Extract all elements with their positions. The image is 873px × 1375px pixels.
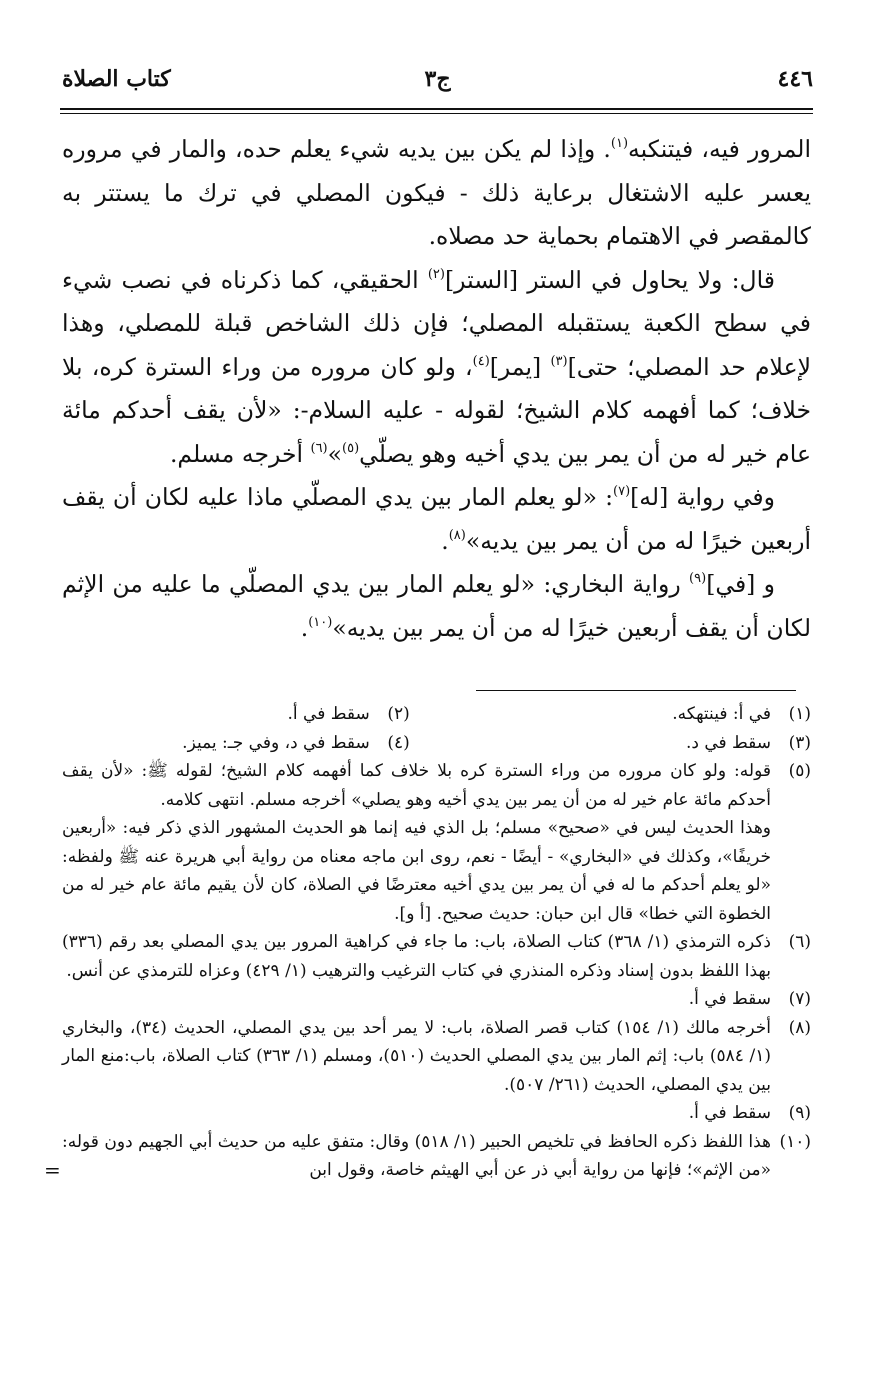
footnote-marker: (٨) (448, 527, 466, 543)
page-number: ٤٤٦ (777, 66, 813, 92)
footnote-9: (٩) سقط في أ. (688, 1103, 811, 1123)
footnote-marker: (٧) (613, 484, 631, 499)
header-rule-thin (60, 113, 813, 114)
footnote-5-continued: وهذا الحديث ليس في «صحيح» مسلم؛ بل الذي فيه إنما هو الحديث المشهور الذي ذكر فيه: «أربعين خريفًا»، وكذلك في «البخاري» - أيضًا - نعم، روى ابن ماجه معناه من رواية أبي هريرة عنه ﷺ ولفظه: «لو يعلم أحدكم ما له في أن يمر بين يدي أخيه معترضًا في الصلاة، كان لأن يقيم مائة عام خير له من الخطوة التي خطا» قال ابن حبان: حديث صحيح. [أ و]. (62, 818, 771, 924)
footnote-marker: (١) (610, 136, 629, 151)
footnote-5: (٥) قوله: ولو كان مروره من وراء السترة كره بلا خلاف كما أفهمه كلام الشيخ؛ لقوله ﷺ: «لأن يقف أحدكم مائة عام خير له من أن يمر بين يدي أخيه وهو يصلي» أخرجه مسلم. انتهى كلامه. (62, 761, 811, 810)
footnote-marker: (٦) (310, 440, 328, 456)
footnote-marker: (١٠) (308, 614, 333, 630)
footnote-marker: (٣) (550, 353, 568, 369)
footnote-8: (٨) أخرجه مالك (١/ ١٥٤) كتاب قصر الصلاة، باب: لا يمر أحد بين يدي المصلي، الحديث (٣٤)، والبخاري (١/ ٥٨٤) باب: إثم المار بين يدي المصلي الحديث (٥١٠)، ومسلم (١/ ٣٦٣) كتاب الصلاة، باب:منع المار بين يدي المصلي، الحديث (٢٦١/ ٥٠٧). (62, 1017, 811, 1095)
page-header (62, 66, 813, 106)
footnote-6: (٦) ذكره الترمذي (١/ ٣٦٨) كتاب الصلاة، باب: ما جاء في كراهية المرور بين يدي المصلي بعد رقم (٣٣٦) بهذا اللفظ بدون إسناد وذكره المنذري في كتاب الترغيب والترهيب (١/ ٤٢٩) وعزاه للترمذي عن أنس. (62, 932, 811, 981)
footnote-separator (476, 690, 796, 691)
footnote-2: (٢) سقط في أ. (287, 704, 410, 724)
paragraph-2: قال: ولا يحاول في الستر [الستر]$^{(٢)}$ الحقيقي، كما ذكرناه في نصب شيء في سطح الكعبة يستقبله المصلي؛ فإن ذلك الشاخص قبلة للمصلي، وهذا لإعلام حد المصلي؛ حتى]$^{(٣)}$ [يمر]$^{(٤)}$، ولو كان مروره من وراء السترة كره، بلا خلاف؛ كما أفهمه كلام الشيخ؛ لقوله - عليه السلام-: «لأن يقف أحدكم مائة عام خير له من أن يمر بين يدي أخيه وهو يصلّي$^{(٥)}$»$^{(٦)}$ أخرجه مسلم. (62, 265, 811, 468)
footnote-7: (٧) سقط في أ. (688, 989, 811, 1009)
paragraph-1: المرور فيه، فيتنكبه$^{(١)}$. وإذا لم يكن بين يديه شيء يعلم حده، والمار في مروره يعسر عليه الاشتغال برعاية ذلك - فيكون المصلي في ترك ما يستتر به كالمقصر في الاهتمام بحماية حد مصلاه. (62, 135, 811, 250)
footnote-marker: (٥) (342, 440, 360, 456)
footnote-3: (٣) سقط في د. (685, 732, 811, 753)
book-title: كتاب الصلاة (62, 66, 171, 92)
header-rule-thick (60, 108, 813, 110)
paragraph-4: و [في]$^{(٩)}$ رواية البخاري: «لو يعلم المار بين يدي المصلّي ما عليه من الإثم لكان أن يقف أربعين خيرًا له من أن يمر بين يديه»$^{(١٠)}$. (62, 570, 811, 642)
paragraph-3: وفي رواية [له]$^{(٧)}$: «لو يعلم المار بين يدي المصلّي ماذا عليه لكان أن يقف أربعين خيرًا له من أن يمر بين يديه»$^{(٨)}$. (62, 483, 811, 555)
footnote-marker: (٩) (689, 571, 707, 586)
volume-label: ج٣ (424, 66, 451, 92)
continuation-mark: = (44, 1158, 61, 1182)
footnote-1: (١) في أ: فينتهكه. (672, 704, 811, 724)
main-text (62, 128, 811, 650)
footnote-10: (١٠) هذا اللفظ ذكره الحافظ في تلخيص الحبير (١/ ٥١٨) وقال: متفق عليه من حديث أبي الجهيم دون قوله: «من الإثم»؛ فإنها من رواية أبي ذر عن أبي الهيثم خاصة، وقول ابن = (62, 1128, 811, 1185)
footnote-row (62, 700, 811, 729)
footnote-marker: (٢) (427, 266, 445, 282)
footnote-row (62, 729, 811, 758)
footnotes (44, 700, 811, 1185)
footnote-marker: (٤) (472, 353, 490, 369)
footnote-4: (٤) سقط في د، وفي جـ: يميز. (182, 732, 410, 753)
